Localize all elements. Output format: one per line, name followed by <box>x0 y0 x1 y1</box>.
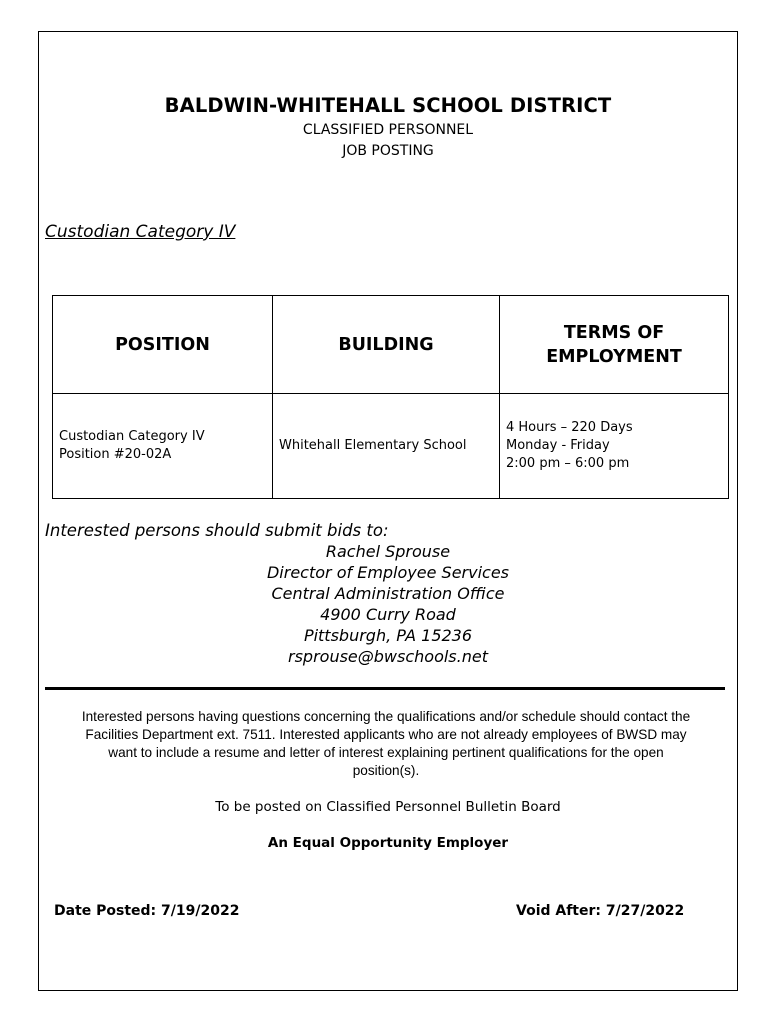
building-name: Whitehall Elementary School <box>279 438 467 453</box>
terms-days: Monday - Friday <box>506 438 610 453</box>
note-line: Interested persons having questions concerning the qualifications and/or schedule should contact the <box>81 709 691 724</box>
horizontal-divider <box>45 687 725 690</box>
table-row <box>53 394 729 499</box>
header-terms <box>500 296 729 394</box>
contact-name: Rachel Sprouse <box>325 542 451 561</box>
void-after-date: Void After: 7/27/2022 <box>516 903 685 919</box>
header-terms-line2: EMPLOYMENT <box>546 346 682 367</box>
header-building <box>273 296 500 394</box>
note-line: position(s). <box>352 763 420 778</box>
header-position <box>53 296 273 394</box>
position-number: Position #20-02A <box>59 447 172 462</box>
category-title: Custodian Category IV <box>45 222 236 242</box>
cell-position <box>53 394 273 499</box>
note-line: want to include a resume and letter of interest explaining pertinent qualifications for the open <box>108 745 664 760</box>
contact-street: 4900 Curry Road <box>320 605 456 624</box>
posting-table <box>52 295 729 499</box>
posting-location: To be posted on Classified Personnel Bulletin Board <box>215 799 561 815</box>
contact-email: rsprouse@bwschools.net <box>288 647 488 666</box>
date-posted: Date Posted: 7/19/2022 <box>54 903 240 919</box>
header-position-label: POSITION <box>115 334 210 355</box>
header-building-label: BUILDING <box>338 334 434 355</box>
position-name: Custodian Category IV <box>59 429 205 444</box>
equal-opportunity-statement: An Equal Opportunity Employer <box>267 835 509 851</box>
terms-hours: 4 Hours – 220 Days <box>506 420 633 435</box>
district-title: BALDWIN-WHITEHALL SCHOOL DISTRICT <box>164 94 612 117</box>
note-line: Facilities Department ext. 7511. Interested applicants who are not already employees of BWSD may <box>85 727 687 742</box>
cell-building <box>273 394 500 499</box>
bids-heading: Interested persons should submit bids to: <box>45 521 389 540</box>
contact-title: Director of Employee Services <box>266 563 509 582</box>
table-header-row <box>53 296 729 394</box>
header-terms-line1: TERMS OF <box>563 322 665 343</box>
contact-office: Central Administration Office <box>271 584 505 603</box>
contact-city: Pittsburgh, PA 15236 <box>303 626 473 645</box>
classified-personnel-subtitle: CLASSIFIED PERSONNEL <box>302 122 474 138</box>
job-posting-subtitle: JOB POSTING <box>342 143 434 159</box>
terms-time: 2:00 pm – 6:00 pm <box>506 456 630 471</box>
questions-note <box>45 708 727 780</box>
cell-terms <box>500 394 729 499</box>
